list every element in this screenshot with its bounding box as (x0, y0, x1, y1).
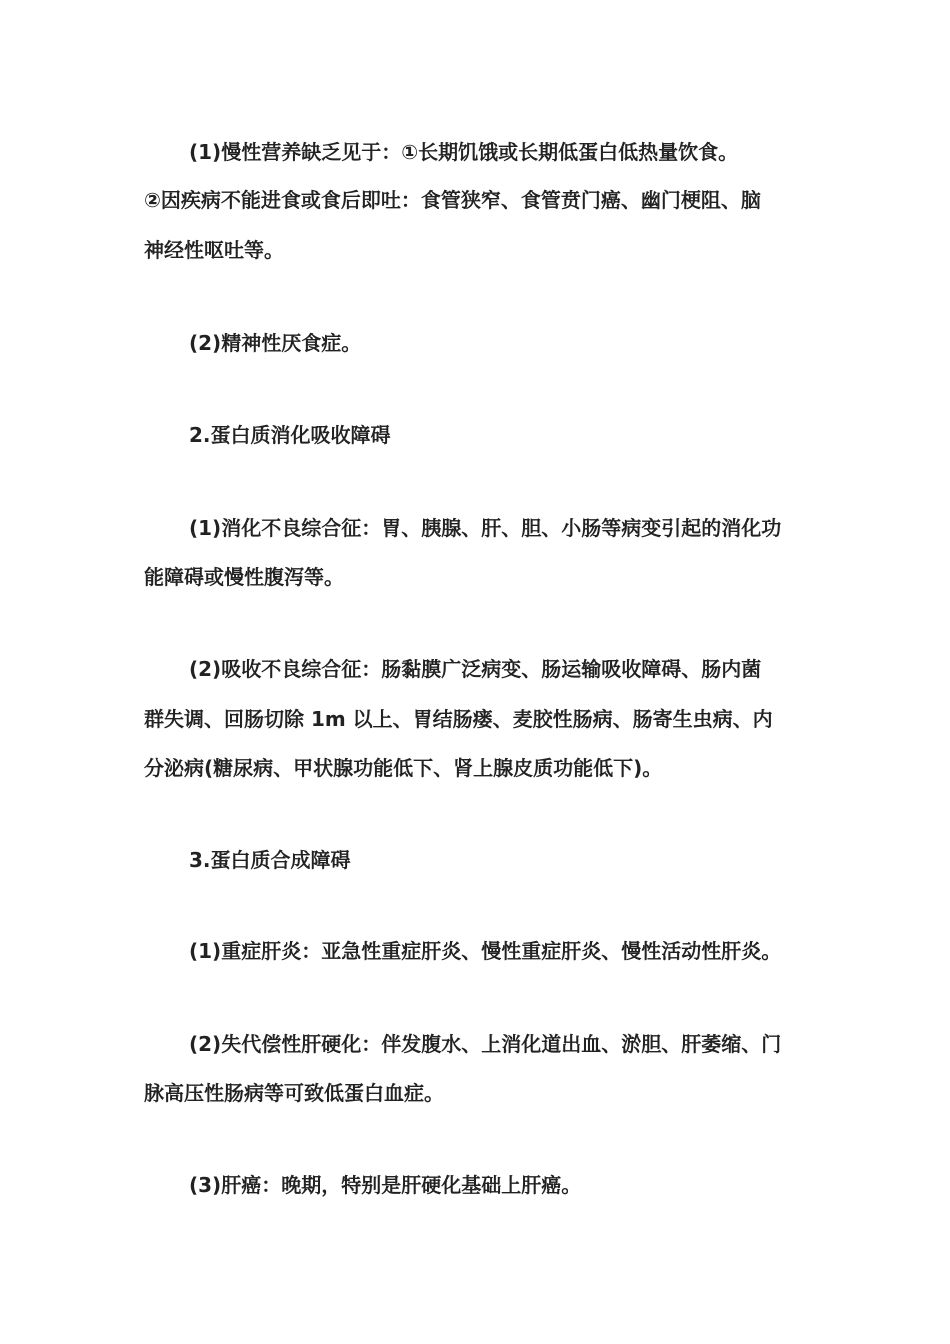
text-line: (1)慢性营养缺乏见于：①长期饥饿或长期低蛋白低热量饮食。 (189, 140, 739, 164)
text-line: (3)肝癌：晚期，特别是肝硬化基础上肝癌。 (189, 1173, 582, 1197)
text-line: (2)精神性厌食症。 (189, 331, 362, 355)
section-heading: 2.蛋白质消化吸收障碍 (189, 423, 391, 447)
text-line: 群失调、回肠切除 1m 以上、胃结肠瘘、麦胶性肠病、肠寄生虫病、内 (144, 707, 773, 731)
text-line: 能障碍或慢性腹泻等。 (144, 565, 344, 589)
text-line: (1)重症肝炎：亚急性重症肝炎、慢性重症肝炎、慢性活动性肝炎。 (189, 939, 782, 963)
text-line: 脉高压性肠病等可致低蛋白血症。 (144, 1081, 444, 1105)
section-heading: 3.蛋白质合成障碍 (189, 848, 351, 872)
text-line: (2)吸收不良综合征：肠黏膜广泛病变、肠运输吸收障碍、肠内菌 (189, 657, 762, 681)
text-line: (1)消化不良综合征：胃、胰腺、肝、胆、小肠等病变引起的消化功 (189, 516, 782, 540)
text-line: ②因疾病不能进食或食后即吐：食管狭窄、食管贲门癌、幽门梗阻、脑 (144, 188, 761, 212)
text-line: (2)失代偿性肝硬化：伴发腹水、上消化道出血、淤胆、肝萎缩、门 (189, 1032, 782, 1056)
text-line: 分泌病(糖尿病、甲状腺功能低下、肾上腺皮质功能低下)。 (144, 756, 663, 780)
text-line: 神经性呕吐等。 (144, 238, 284, 262)
